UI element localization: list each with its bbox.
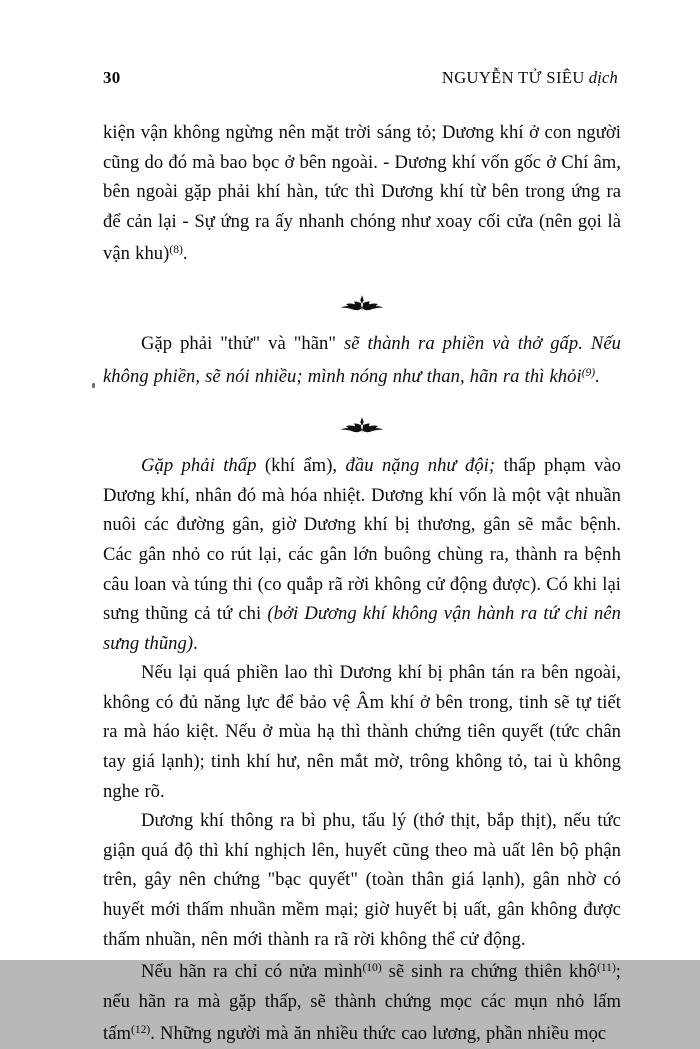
text-run: . Những người mà ăn nhiều thức cao lương, phần nhiều mọc [150,1023,607,1045]
paragraph [103,658,621,806]
paragraph [103,806,621,954]
block-gap [103,269,621,293]
block-gap [103,391,621,415]
bat-ornament-icon [340,294,384,314]
text-run-italic: (bởi Dương khí không vận hành ra tứ chi nên sưng thũng) [103,603,621,654]
paragraph [103,329,621,391]
body-text-block [103,118,621,1049]
paragraph [103,118,621,269]
text-run-italic: . [595,365,600,387]
running-head-author-name: NGUYỄN TỬ SIÊU [441,68,585,87]
text-run: Gặp phải "thử" và "hãn" [141,332,344,354]
text-run: . [193,632,198,654]
text-run: kiện vận không ngừng nên mặt trời sáng tỏ; Dương khí ở con người cũng do đó mà bao bọc ở bên ngoài. - Dương khí vốn gốc ở Chí âm, bên ngoài gặp phải khí hàn, tức thì Dương khí từ bên trong ứng ra để cản lại - Sự ứng ra ấy nhanh chóng như xoay cối cửa (nên gọi là vận khu) [103,122,621,265]
ornament-divider [103,415,621,437]
text-run: . [182,243,188,265]
running-head-author [442,68,618,88]
block-gap [103,315,621,329]
text-run: thấp phạm vào Dương khí, nhân đó mà hóa nhiệt. Dương khí vốn là một vật nhuần nuôi các đường gân, giờ Dương khí bị thương, gân sẽ mắc bệnh. Các gân nhỏ co rút lại, các gân lớn buông chùng ra, thành ra bệnh câu loan và túng thi (co quắp rã rời không cử động được). Có khi lại sưng thũng cả tứ chi [103,455,622,625]
footnote-marker: (11) [597,962,616,975]
paragraph [103,954,621,1049]
text-run: (khí ẩm), [264,455,346,477]
text-run-italic: đầu nặng như đội; [345,455,504,477]
running-head-author-role: dịch [588,68,618,87]
footnote-marker: (12) [131,1024,151,1037]
footnote-marker: (9) [581,366,596,379]
page-number: 30 [103,68,121,87]
text-run: sẽ sinh ra chứng thiên khô [381,961,598,983]
text-run-italic: sẽ thành ra phiền và thở gấp. Nếu không phiền, sẽ nói nhiều; mình nóng như than, hãn ra thì khỏi [103,332,621,387]
footnote-marker: (10) [362,962,382,975]
text-run: Dương khí thông ra bì phu, tấu lý (thớ thịt, bắp thịt), nếu tức giận quá độ thì khí nghịch lên, huyết cũng theo mà uất lên bộ phận trên, gây nên chứng "bạc quyết" (toàn thân giá lạnh), gân nhờ có huyết mới thấm nhuần mềm mại; giờ huyết bị uất, gân không được thấm nhuần, nên mới thành ra rã rời không thể cử động. [103,810,621,950]
text-run: Nếu hãn ra chỉ có nửa mình [141,961,363,983]
block-gap [103,437,621,451]
paragraph [103,451,621,658]
bat-ornament-icon [340,416,384,436]
scan-artifact-speck [92,383,95,388]
text-run: Nếu lại quá phiền lao thì Dương khí bị phân tán ra bên ngoài, không có đủ năng lực để bảo vệ Âm khí ở bên trong, tinh sẽ tự tiết ra mà háo kiệt. Nếu ở mùa hạ thì thành chứng tiên quyết (tức chân tay giá lạnh); tinh khí hư, nên mắt mờ, trông không tỏ, tai ù không nghe rõ. [103,662,621,802]
running-head [103,68,618,94]
text-run: ; nếu hãn ra mà gặp thấp, sẽ thành chứng mọc các mụn nhỏ lấm tấm [103,961,621,1045]
text-run-italic: Gặp phải thấp [141,455,265,477]
ornament-divider [103,293,621,315]
footnote-marker: (8) [169,244,183,257]
